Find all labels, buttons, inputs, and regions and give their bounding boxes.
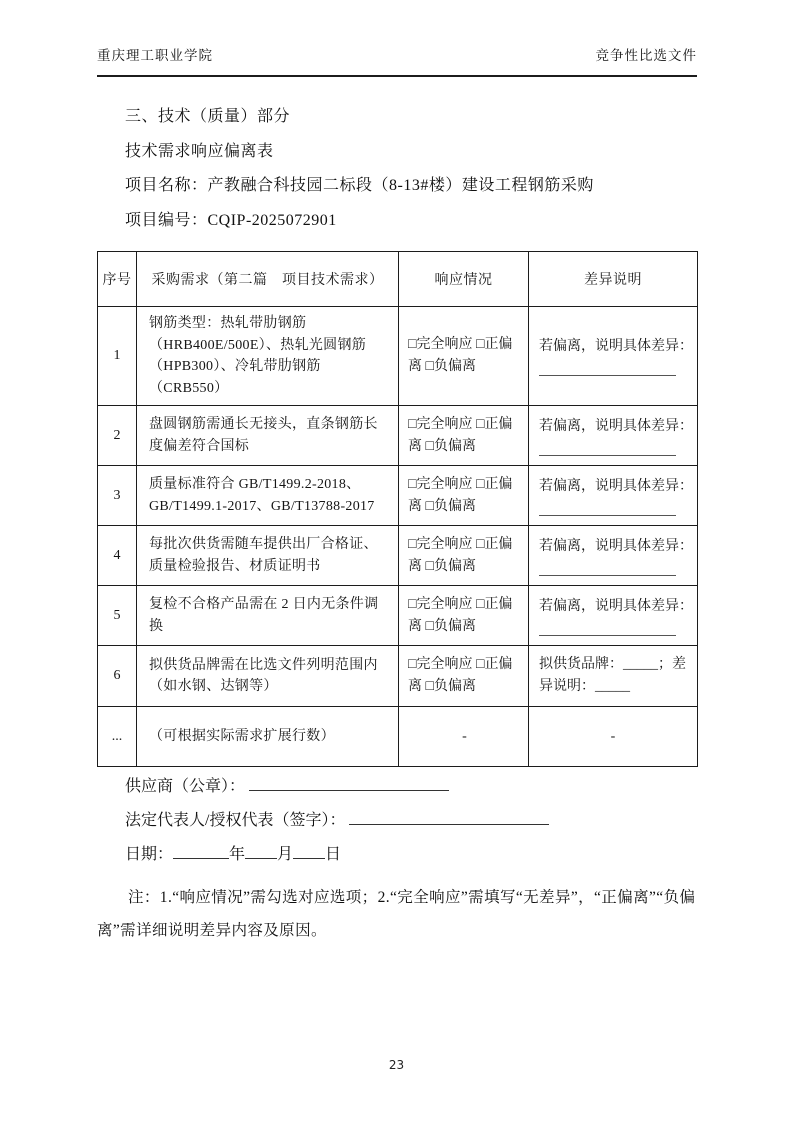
deviation-prompt: 若偏离，说明具体差异： (539, 418, 693, 434)
table-row (98, 466, 698, 526)
table-row (98, 307, 698, 406)
title-block (125, 100, 697, 238)
checkbox-option-full-response[interactable] (408, 477, 472, 492)
checkbox-icon[interactable]: □ (475, 536, 485, 552)
response-cell: - (399, 707, 529, 767)
checkbox-icon[interactable]: □ (475, 416, 485, 432)
requirement-cell: 质量标准符合 GB/T1499.2-2018、GB/T1499.1-2017、GB/T13788-2017 (137, 466, 399, 526)
table-header-row (98, 252, 698, 307)
checkbox-icon[interactable]: □ (475, 596, 485, 612)
deviation-table (97, 251, 698, 767)
checkbox-icon[interactable]: □ (408, 596, 417, 612)
month-label: 月 (277, 846, 294, 863)
table-row (98, 586, 698, 646)
deviation-fill-line[interactable] (539, 363, 676, 376)
checkbox-option-negative-deviation[interactable] (426, 499, 476, 514)
option-label: 负偏离 (433, 618, 476, 634)
table-title: 技术需求响应偏离表 (125, 142, 274, 160)
checkbox-option-full-response[interactable] (408, 417, 472, 432)
option-label: 负偏离 (433, 438, 476, 454)
response-cell (399, 406, 529, 466)
response-cell (399, 646, 529, 707)
col-header-no: 序号 (98, 252, 137, 307)
supplier-line (125, 774, 697, 799)
response-cell (399, 586, 529, 646)
checkbox-icon[interactable]: □ (425, 438, 434, 454)
checkbox-icon[interactable]: □ (408, 416, 417, 432)
row-no: 6 (98, 646, 137, 707)
response-cell (399, 526, 529, 586)
option-label: 负偏离 (433, 498, 476, 514)
table-row (98, 526, 698, 586)
option-label: 负偏离 (433, 679, 476, 694)
checkbox-icon[interactable]: □ (408, 536, 417, 552)
deviation-prompt: 若偏离，说明具体差异： (539, 538, 693, 554)
row-no: 2 (98, 406, 137, 466)
representative-fill-line[interactable] (349, 810, 549, 825)
row-no: 3 (98, 466, 137, 526)
option-label: 完全响应 (416, 337, 473, 352)
checkbox-icon[interactable]: □ (408, 657, 417, 672)
note-text: 注：1.“响应情况”需勾选对应选项；2.“完全响应”需填写“无差异”，“正偏离”“负偏离”需详细说明差异内容及原因。 (97, 889, 696, 939)
checkbox-icon[interactable]: □ (425, 359, 434, 374)
deviation-fill-line[interactable] (539, 503, 676, 516)
checkbox-icon[interactable]: □ (425, 618, 434, 634)
year-label: 年 (229, 846, 246, 863)
checkbox-icon[interactable]: □ (425, 498, 434, 514)
deviation-fill-line[interactable] (539, 563, 676, 576)
deviation-prompt: 若偏离，说明具体差异： (539, 339, 693, 354)
checkbox-icon[interactable]: □ (475, 476, 485, 492)
running-header (97, 44, 697, 77)
header-org-name: 重庆理工职业学院 (97, 48, 213, 63)
option-label: 正偏离 (408, 476, 513, 514)
option-label: 完全响应 (416, 476, 473, 492)
response-cell (399, 307, 529, 406)
option-label: 正偏离 (408, 657, 513, 694)
date-year-fill-line[interactable] (173, 844, 229, 859)
date-day-fill-line[interactable] (293, 844, 325, 859)
option-label: 完全响应 (416, 657, 473, 672)
deviation-cell: - (529, 707, 698, 767)
table-row (98, 406, 698, 466)
option-label: 完全响应 (416, 536, 473, 552)
deviation-cell (529, 307, 698, 406)
checkbox-option-full-response[interactable] (408, 657, 472, 672)
supplier-label: 供应商（公章）： (125, 778, 246, 795)
checkbox-option-full-response[interactable] (408, 597, 472, 612)
date-label: 日期： (125, 846, 174, 863)
deviation-prompt: 若偏离，说明具体差异： (539, 478, 693, 494)
date-month-fill-line[interactable] (245, 844, 277, 859)
header-doc-type: 竞争性比选文件 (595, 48, 697, 63)
col-header-deviation: 差异说明 (529, 252, 698, 307)
date-line (125, 842, 697, 867)
deviation-cell (529, 586, 698, 646)
deviation-cell (529, 526, 698, 586)
checkbox-icon[interactable]: □ (408, 337, 417, 352)
requirement-cell: 每批次供货需随车提供出厂合格证、质量检验报告、材质证明书 (137, 526, 399, 586)
checkbox-option-full-response[interactable] (408, 337, 472, 352)
checkbox-icon[interactable]: □ (408, 476, 417, 492)
representative-line (125, 808, 697, 833)
checkbox-option-negative-deviation[interactable] (426, 619, 476, 634)
requirement-cell: 复检不合格产品需在 2 日内无条件调换 (137, 586, 399, 646)
deviation-fill-line[interactable] (539, 623, 676, 636)
supplier-fill-line[interactable] (249, 776, 449, 791)
col-header-response: 响应情况 (399, 252, 529, 307)
option-label: 正偏离 (408, 536, 513, 574)
deviation-cell (529, 466, 698, 526)
requirement-cell: 钢筋类型：热轧带肋钢筋（HRB400E/500E）、热轧光圆钢筋（HPB300）、冷轧带肋钢筋（CRB550） (137, 307, 399, 406)
page-number: 23 (388, 1058, 405, 1072)
checkbox-option-negative-deviation[interactable] (426, 559, 476, 574)
deviation-cell (529, 406, 698, 466)
row-no: ... (98, 707, 137, 767)
option-label: 正偏离 (408, 596, 513, 634)
option-label: 正偏离 (408, 337, 513, 374)
representative-label: 法定代表人/授权代表（签字）： (125, 812, 346, 829)
project-code-line: 项目编号：CQIP-2025072901 (125, 211, 337, 229)
checkbox-icon[interactable]: □ (425, 558, 434, 574)
deviation-prompt: 若偏离，说明具体差异： (539, 598, 693, 614)
response-cell (399, 466, 529, 526)
col-header-requirement: 采购需求（第二篇 项目技术需求） (137, 252, 399, 307)
row-no: 4 (98, 526, 137, 586)
option-label: 完全响应 (416, 596, 473, 612)
checkbox-option-negative-deviation[interactable] (426, 359, 476, 374)
checkbox-icon[interactable]: □ (475, 337, 485, 352)
option-label: 负偏离 (433, 359, 476, 374)
day-label: 日 (325, 846, 342, 863)
table-row (98, 646, 698, 707)
checkbox-icon[interactable]: □ (475, 657, 485, 672)
table-ellipsis-row (98, 707, 698, 767)
project-name-line: 项目名称：产教融合科技园二标段（8-13#楼）建设工程钢筋采购 (125, 177, 594, 194)
checkbox-option-negative-deviation[interactable] (426, 679, 476, 694)
requirement-cell: （可根据实际需求扩展行数） (137, 707, 399, 767)
option-label: 正偏离 (408, 416, 513, 454)
checkbox-option-negative-deviation[interactable] (426, 439, 476, 454)
option-label: 完全响应 (416, 416, 473, 432)
checkbox-icon[interactable]: □ (425, 679, 434, 694)
deviation-fill-line[interactable] (539, 443, 676, 456)
requirement-cell: 盘圆钢筋需通长无接头，直条钢筋长度偏差符合国标 (137, 406, 399, 466)
row-no: 5 (98, 586, 137, 646)
signature-block (125, 774, 697, 867)
section-heading: 三、技术（质量）部分 (125, 108, 291, 125)
deviation-cell[interactable]: 拟供货品牌：_____；差异说明：_____ (529, 646, 698, 707)
option-label: 负偏离 (433, 558, 476, 574)
checkbox-option-full-response[interactable] (408, 537, 472, 552)
page-content (97, 44, 697, 947)
requirement-cell: 拟供货品牌需在比选文件列明范围内（如水钢、达钢等） (137, 646, 399, 707)
row-no: 1 (98, 307, 137, 406)
